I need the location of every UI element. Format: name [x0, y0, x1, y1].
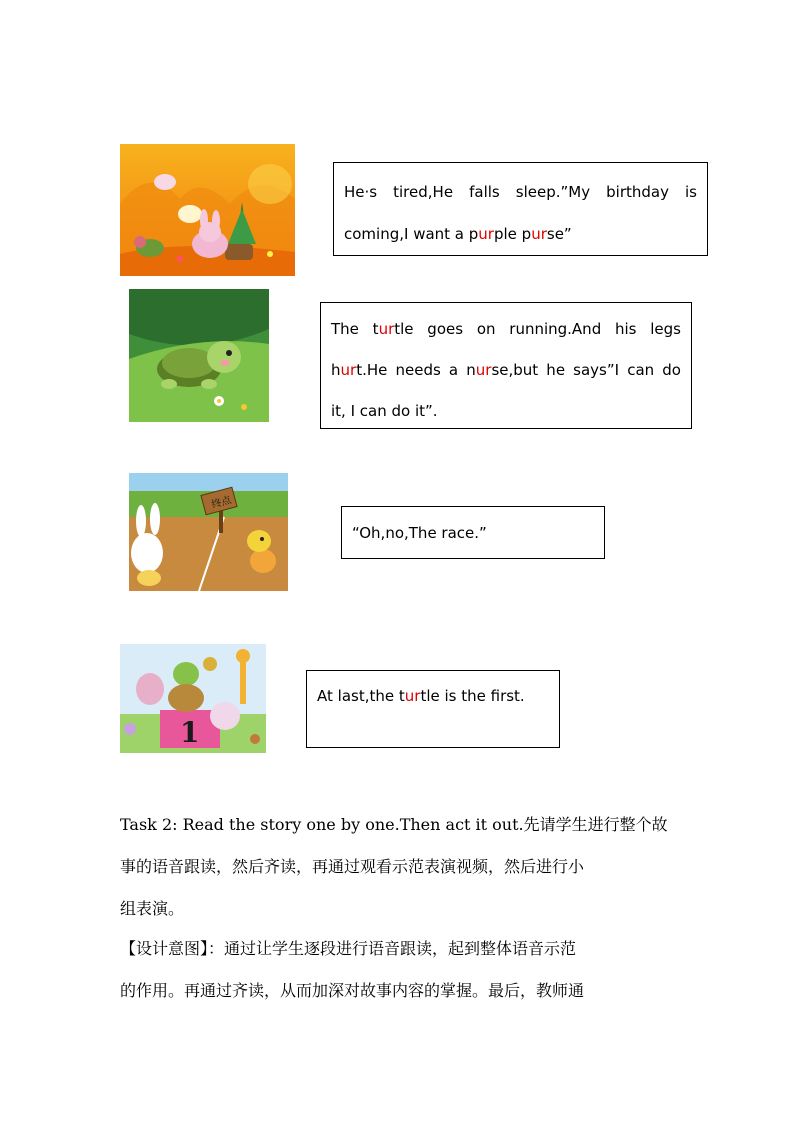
story-caption-1 — [333, 162, 708, 256]
caption-2-line-3: it, I can do it”. — [331, 402, 438, 420]
highlight-ur: ur — [340, 361, 357, 379]
caption-2-line-2: hurt.He needs a nurse,but he says”I can do — [331, 361, 681, 379]
story-image-winner-podium — [120, 644, 266, 753]
task-line-2: 事的语音跟读，然后齐读，再通过观看示范表演视频，然后进行小 — [120, 857, 585, 876]
story-image-sleeping-rabbit — [120, 144, 295, 276]
story-image-finish-line — [129, 473, 288, 591]
design-line-1: 【设计意图】：通过让学生逐段进行语音跟读，起到整体语音示范 — [120, 939, 577, 958]
story-image-running-turtle — [129, 289, 269, 422]
task-line-3: 组表演。 — [120, 899, 185, 918]
design-intent-paragraph — [120, 928, 680, 1012]
story-caption-2 — [320, 302, 692, 429]
story-caption-4 — [306, 670, 560, 748]
highlight-ur: ur — [404, 687, 421, 705]
story-caption-3 — [341, 506, 605, 559]
finish-sign-text: 终点 — [210, 494, 233, 511]
task-2-paragraph — [120, 804, 680, 930]
caption-1-line-1: He·s tired,He falls sleep.”My birthday is — [344, 183, 697, 201]
caption-2-line-1: The turtle goes on running.And his legs — [331, 320, 681, 338]
caption-3-line-1: “Oh,no,The race.” — [352, 524, 487, 542]
highlight-ur: ur — [378, 320, 395, 338]
rank-number-text: 1 — [180, 716, 200, 749]
caption-4-line-1: At last,the turtle is the first. — [317, 687, 525, 705]
highlight-ur: ur — [531, 225, 547, 243]
task-line-1: Task 2: Read the story one by one.Then act it out.先请学生进行整个故 — [120, 815, 668, 834]
caption-1-line-2: coming,I want a purple purse” — [344, 225, 572, 243]
design-line-2: 的作用。再通过齐读，从而加深对故事内容的掌握。最后，教师通 — [120, 981, 585, 1000]
highlight-ur: ur — [478, 225, 494, 243]
highlight-ur: ur — [475, 361, 492, 379]
